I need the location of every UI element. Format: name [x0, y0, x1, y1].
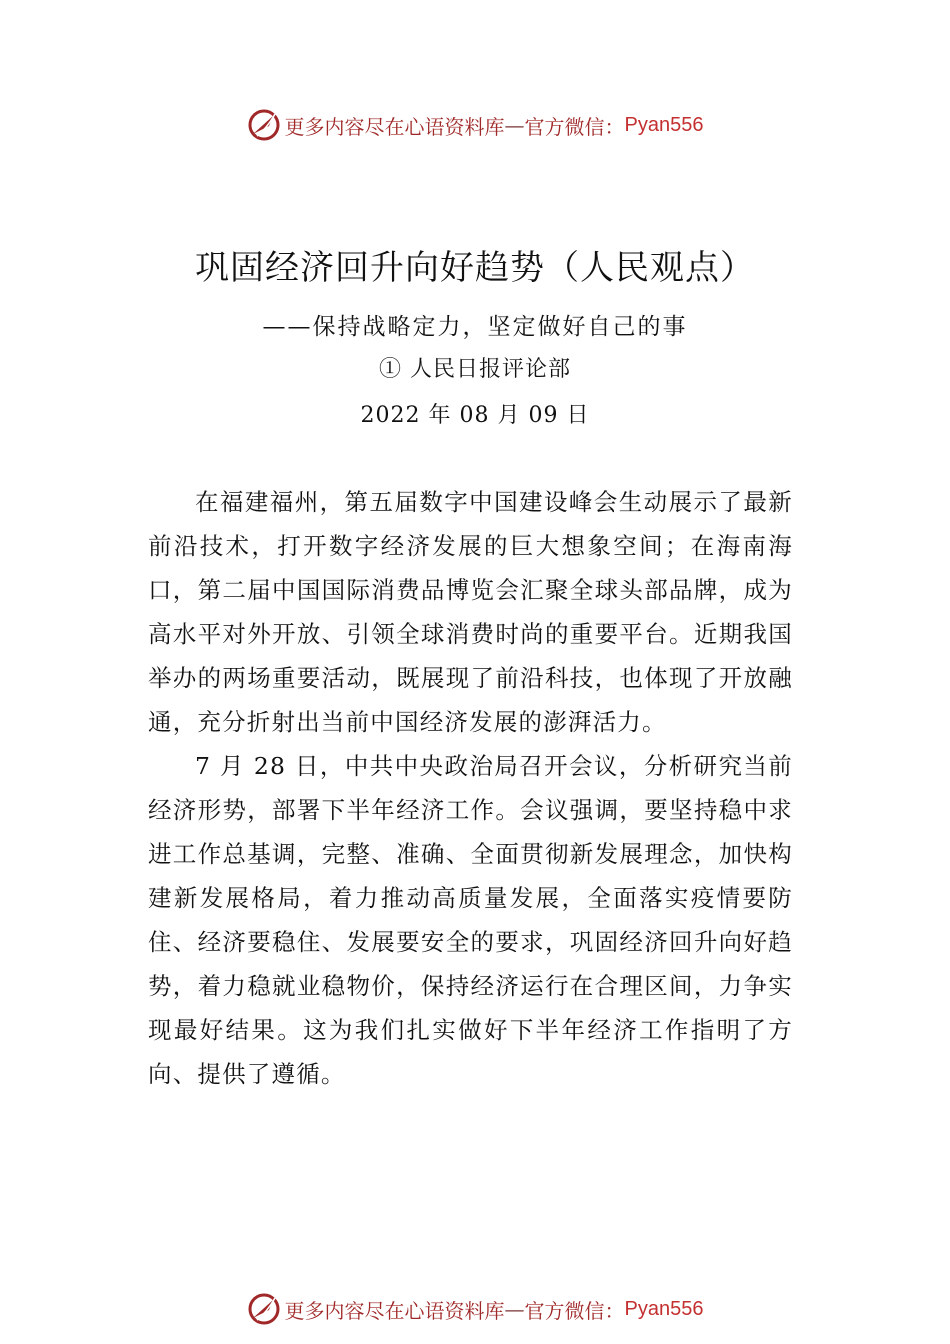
- banner-main-text: 更多内容尽在心语资料库: [284, 114, 505, 139]
- banner-separator: —: [504, 113, 525, 137]
- quill-logo-icon: [247, 1292, 281, 1326]
- banner-wechat-id: Pyan556: [624, 1297, 704, 1320]
- paragraph-2: 7 月 28 日，中共中央政治局召开会议，分析研究当前经济形势，部署下半年经济工作。会议强调，要坚持稳中求进工作总基调，完整、准确、全面贯彻新发展理念，加快构建新发展格局，着力推动高质量发展，全面落实疫情要防住、经济要稳住、发展要安全的要求，巩固经济回升向好趋势，着力稳就业稳物价，保持经济运行在合理区间，力争实现最好结果。这为我们扎实做好下半年经济工作指明了方向、提供了遵循。: [148, 752, 793, 1088]
- article-body: [148, 480, 793, 1096]
- article-subtitle: ——保持战略定力，坚定做好自己的事: [262, 314, 688, 340]
- header-banner: [0, 108, 950, 142]
- banner-wechat-label: 官方微信：: [524, 1298, 625, 1323]
- quill-logo-icon: [247, 108, 281, 142]
- banner-separator: —: [504, 1297, 525, 1321]
- article-date: 2022 年 08 月 09 日: [360, 403, 590, 428]
- banner-main-text: 更多内容尽在心语资料库: [284, 1298, 505, 1323]
- footer-banner: [0, 1292, 950, 1326]
- banner-wechat-label: 官方微信：: [524, 114, 625, 139]
- article-title: 巩固经济回升向好趋势（人民观点）: [195, 248, 755, 288]
- paragraph-1: 在福建福州，第五届数字中国建设峰会生动展示了最新前沿技术，打开数字经济发展的巨大想象空间；在海南海口，第二届中国国际消费品博览会汇聚全球头部品牌，成为高水平对外开放、引领全球消费时尚的重要平台。近期我国举办的两场重要活动，既展现了前沿科技，也体现了开放融通，充分折射出当前中国经济发展的澎湃活力。: [148, 488, 793, 736]
- banner-wechat-id: Pyan556: [624, 113, 704, 136]
- article-author: ① 人民日报评论部: [379, 357, 571, 382]
